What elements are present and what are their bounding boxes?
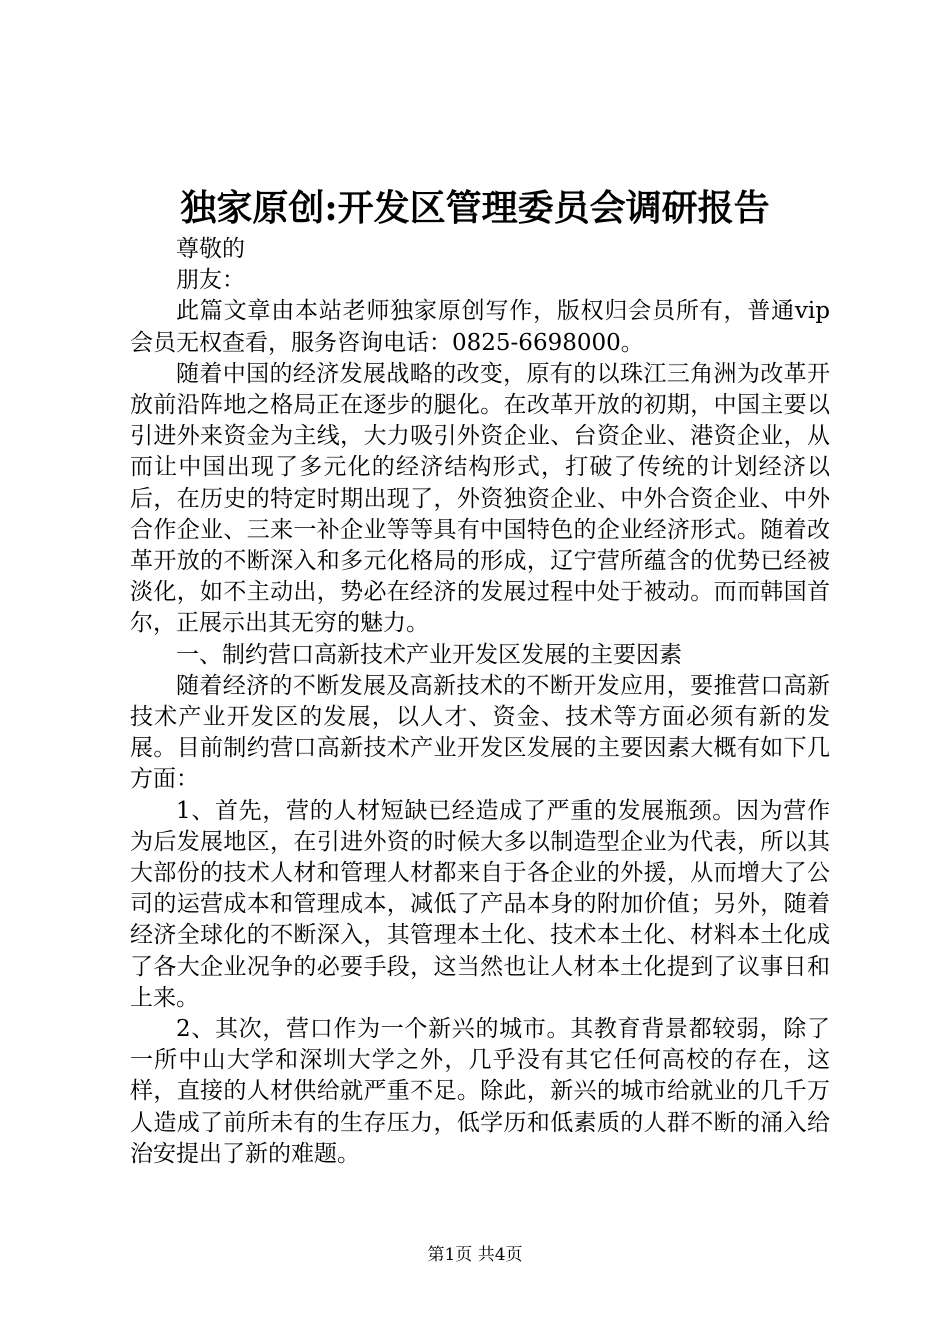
section-heading: 一、制约营口高新技术产业开发区发展的主要因素 [176, 641, 682, 668]
copyright-notice: 此篇文章由本站老师独家原创写作，版权归会员所有，普通vip会员无权查看，服务咨询电话：0825-6698000。 [130, 298, 830, 356]
salutation-line-1: 尊敬的 [176, 236, 245, 262]
body-paragraph: 随着中国的经济发展战略的改变，原有的以珠江三角洲为改革开放前沿阵地之格局正在逐步的腿化。在改革开放的初期，中国主要以引进外来资金为主线，大力吸引外资企业、台资企业、港资企业，从而让中国出现了多元化的经济结构形式，打破了传统的计划经济以后，在历史的特定时期出现了，外资独资企业、中外合资企业、中外合作企业、三来一补企业等等具有中国特色的企业经济形式。随着改革开放的不断深入和多元化格局的形成，辽宁营所蕴含的优势已经被淡化，如不主动出，势必在经济的发展过程中处于被动。而而韩国首尔，正展示出其无穷的魅力。 [130, 360, 830, 637]
document-body [130, 234, 830, 1170]
body-paragraph: 2、其次，营口作为一个新兴的城市。其教育背景都较弱，除了一所中山大学和深圳大学之外，几乎没有其它任何高校的存在，这样，直接的人材供给就严重不足。除此，新兴的城市给就业的几千万人造成了前所未有的生存压力，低学历和低素质的人群不断的涌入给治安提出了新的难题。 [130, 1016, 830, 1167]
body-paragraph: 随着经济的不断发展及高新技术的不断开发应用，要推营口高新技术产业开发区的发展，以人才、资金、技术等方面必须有新的发展。目前制约营口高新技术产业开发区发展的主要因素大概有如下几方面： [130, 672, 830, 793]
salutation-line-2: 朋友： [176, 267, 245, 294]
page-title: 独家原创:开发区管理委员会调研报告 [180, 187, 770, 229]
body-paragraph: 1、首先，营的人材短缺已经造成了严重的发展瓶颈。因为营作为后发展地区，在引进外资的时候大多以制造型企业为代表，所以其大部份的技术人材和管理人材都来自于各企业的外援，从而增大了公司的运营成本和管理成本，减低了产品本身的附加价值；另外，随着经济全球化的不断深入，其管理本土化、技术本土化、材料本土化成了各大企业况争的必要手段，这当然也让人材本土化提到了议事日和上来。 [130, 797, 830, 1011]
page-number-footer: 第1页 共4页 [427, 1245, 523, 1265]
